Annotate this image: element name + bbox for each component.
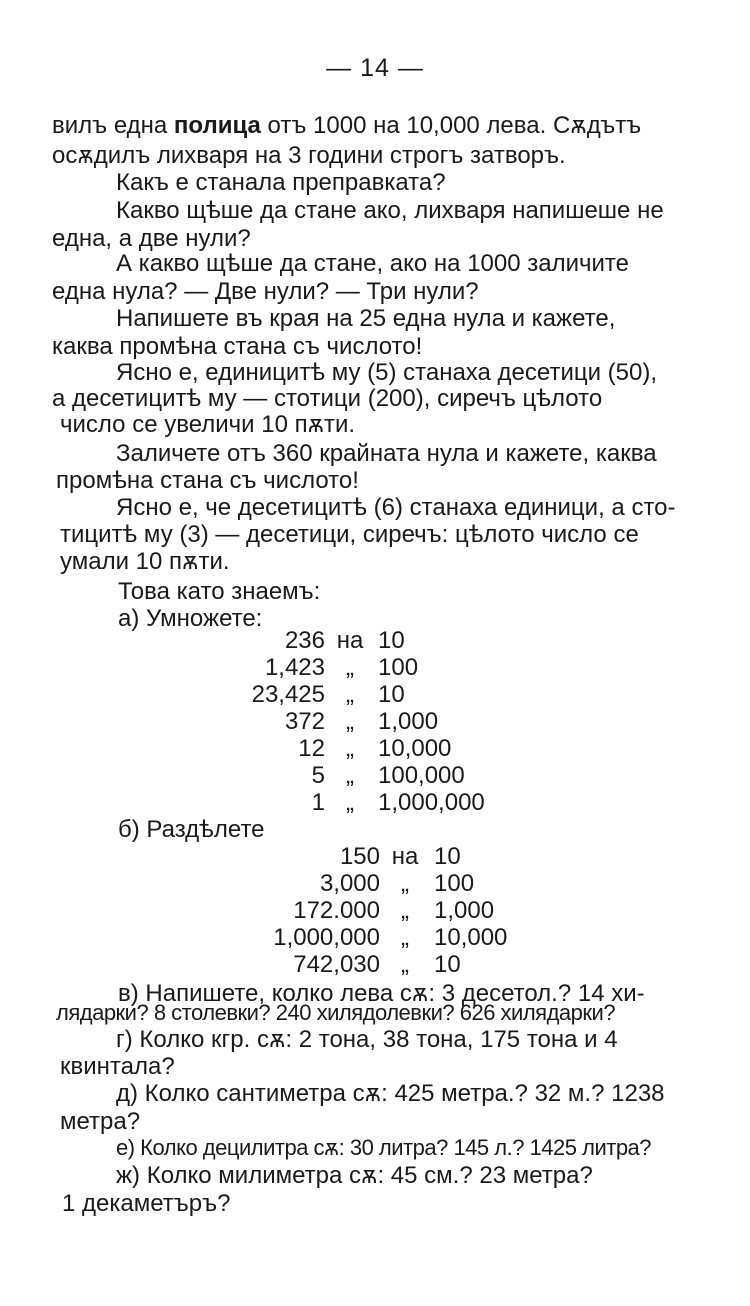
text-line: в) Напишете, колко лева сѫ: 3 десетол.? 14 хи- <box>118 980 645 1007</box>
text-line: осѫдилъ лихваря на 3 години строгъ затворъ. <box>52 142 566 169</box>
text-line: А какво щѣше да стане, ако на 1000 заличите <box>116 250 629 277</box>
divisor: 10 <box>434 843 461 870</box>
operator: „ <box>346 762 354 789</box>
text-fragment: вилъ една <box>52 112 174 139</box>
operator: на <box>391 843 419 870</box>
text-line: тицитѣ му (3) — десетици, сиречъ: цѣлото число се <box>60 521 639 548</box>
dividend: 1,000,000 <box>273 924 380 951</box>
page-number: — 14 — <box>326 54 424 82</box>
multiplier: 10 <box>378 681 405 708</box>
multiplicand: 236 <box>284 627 325 654</box>
text-line: а десетицитѣ му — стотици (200), сиречъ цѣлото <box>52 385 603 412</box>
operator: „ <box>401 951 409 978</box>
text-line: Заличете отъ 360 крайната нула и кажете, каква <box>116 440 657 467</box>
divisor: 10,000 <box>434 924 508 951</box>
text-line: е) Колко децилитра сѫ: 30 литра? 145 л.? 1425 литра? <box>116 1135 652 1160</box>
text-line: число се увеличи 10 пѫти. <box>60 411 356 438</box>
text-line: ж) Колко милиметра сѫ: 45 см.? 23 метра? <box>116 1162 593 1189</box>
text-line: метра? <box>60 1108 141 1135</box>
operator: „ <box>401 870 409 897</box>
text-line: една, а две нули? <box>52 225 251 252</box>
operator: „ <box>346 708 354 735</box>
dividend: 3,000 <box>319 870 380 897</box>
text-line: Какъ е станала преправката? <box>116 169 446 196</box>
multiplier: 10 <box>378 627 405 654</box>
section-label: б) Раздѣлете <box>118 816 265 843</box>
text-line: промѣна стана съ числото! <box>56 467 359 494</box>
operator: „ <box>401 924 409 951</box>
multiplicand: 12 <box>298 735 325 762</box>
divisor: 10 <box>434 951 461 978</box>
text-line: Напишете въ края на 25 една нула и кажете, <box>116 305 616 332</box>
text-line: каква промѣна стана съ числото! <box>52 333 423 360</box>
dividend: 150 <box>339 843 380 870</box>
operator: „ <box>346 654 354 681</box>
operator: „ <box>346 735 354 762</box>
multiplier: 100,000 <box>378 762 465 789</box>
multiplier: 1,000,000 <box>378 789 485 816</box>
text-line: една нула? — Две нули? — Три нули? <box>52 278 479 305</box>
text-line: г) Колко кгр. сѫ: 2 тона, 38 тона, 175 тона и 4 <box>116 1026 618 1053</box>
text-line: д) Колко сантиметра сѫ: 425 метра.? 32 м.? 1238 <box>116 1080 665 1107</box>
operator: на <box>336 627 364 654</box>
operator: „ <box>346 789 354 816</box>
bold-term: полица <box>173 112 261 139</box>
divisor: 1,000 <box>434 897 495 924</box>
operator: „ <box>401 897 409 924</box>
text-line: лядарки? 8 столевки? 240 хилядолевки? 626 хилядарки? <box>56 1000 616 1025</box>
multiplicand: 1 <box>311 789 325 816</box>
dividend: 742,030 <box>293 951 380 978</box>
multiplicand: 1,423 <box>264 654 325 681</box>
multiplicand: 23,425 <box>251 681 325 708</box>
section-label: а) Умножете: <box>118 605 263 632</box>
text-fragment: отъ 1000 на 10,000 лева. Сѫдътъ <box>260 112 642 139</box>
text-line: Ясно е, че десетицитѣ (6) станаха единици, а сто- <box>116 494 676 521</box>
text-line: умали 10 пѫти. <box>60 548 230 575</box>
text-line: 1 декаметъръ? <box>62 1190 231 1217</box>
text-line: Ясно е, единицитѣ му (5) станаха десетици (50), <box>116 359 658 386</box>
multiplier: 1,000 <box>378 708 439 735</box>
text-line: Това като знаемъ: <box>118 578 321 605</box>
multiplier: 10,000 <box>378 735 452 762</box>
text-line <box>52 112 641 140</box>
multiplier: 100 <box>378 654 419 681</box>
text-line: Какво щѣше да стане ако, лихваря напишеше не <box>116 197 664 224</box>
dividend: 172.000 <box>293 897 380 924</box>
text-line: квинтала? <box>60 1053 175 1080</box>
multiplicand: 5 <box>311 762 325 789</box>
multiplicand: 372 <box>284 708 325 735</box>
operator: „ <box>346 681 354 708</box>
divisor: 100 <box>434 870 475 897</box>
